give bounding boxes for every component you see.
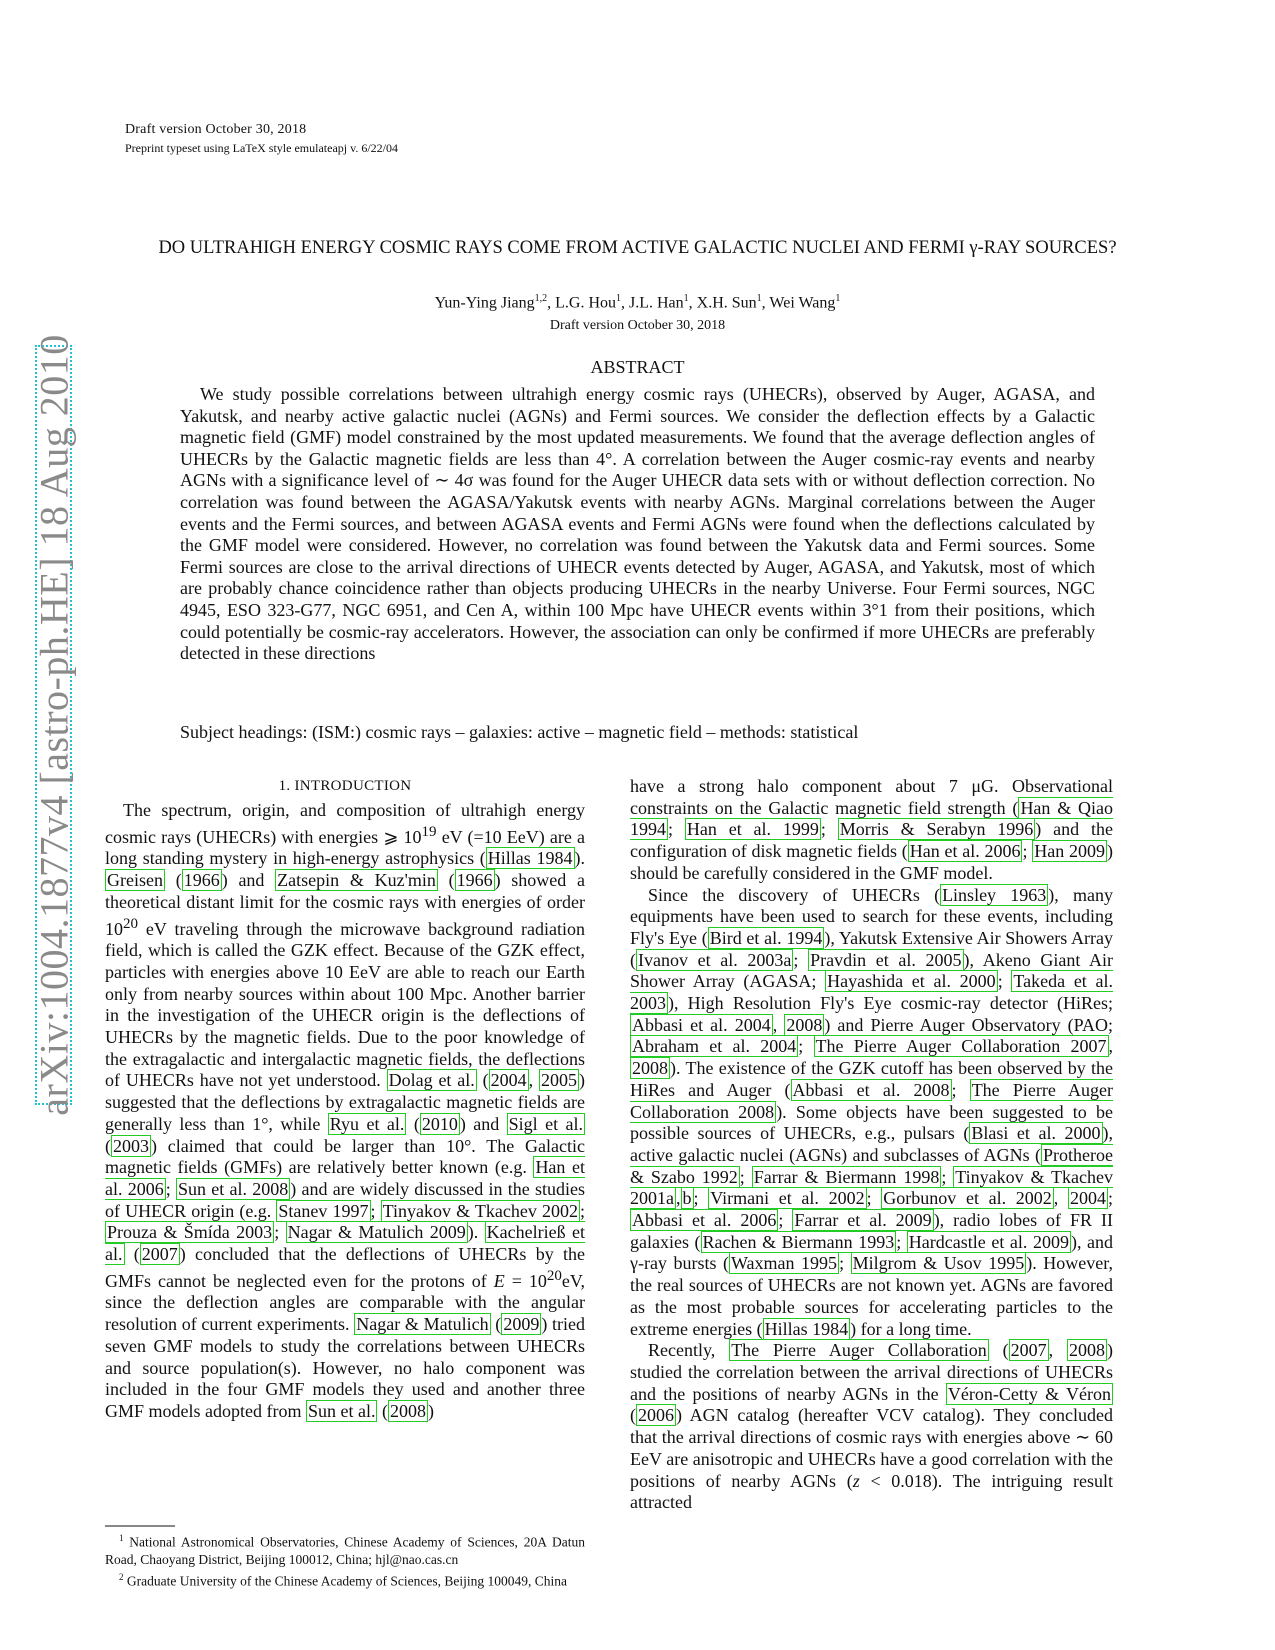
author-name: J.L. Han — [629, 294, 684, 312]
citation-link[interactable]: Virmani et al. 2002 — [710, 1188, 865, 1209]
footnotes — [105, 1530, 585, 1590]
citation-link[interactable]: Hillas 1984 — [764, 1318, 849, 1339]
citation-link[interactable]: Abbasi et al. 2008 — [792, 1079, 950, 1100]
citation-link[interactable]: Morris & Serabyn 1996 — [839, 819, 1034, 840]
footnote — [105, 1569, 585, 1590]
citation-link[interactable]: Linsley 1963 — [942, 884, 1047, 905]
footnote-mark: 2 — [119, 1571, 124, 1582]
draft-version: Draft version October 30, 2018 — [549, 318, 726, 333]
footnote-text: National Astronomical Observatories, Chinese Academy of Sciences, 20A Datun Road, Chaoyang District, Beijing 100012, China; hjl@nao.cas.cn — [105, 1534, 585, 1567]
citation-link[interactable]: Kachelrieß et al. — [105, 1222, 585, 1265]
citation-link[interactable]: Waxman 1995 — [731, 1253, 838, 1274]
citation-link[interactable]: Milgrom & Usov 1995 — [852, 1253, 1025, 1274]
paragraph: have a strong halo component about 7 μG. Observational constraints on the Galactic magnetic field strength ( Han & Qiao 1994 ; Han et al. 1999 ; Morris & Serabyn 1996 ) and the configuration of disk magnetic fields ( Han et al. 2006 ; Han 2009 ) should be carefully considered in the GMF model. — [630, 776, 1114, 883]
citation-link[interactable]: 2008 — [786, 1014, 823, 1035]
citation-link[interactable]: 2006 — [638, 1405, 674, 1426]
citation-link[interactable]: Han & Qiao 1994 — [630, 797, 1114, 840]
author-name: L.G. Hou — [555, 294, 616, 312]
citation-link[interactable]: Gorbunov et al. 2002 — [883, 1188, 1052, 1209]
author-name: Wei Wang — [769, 294, 836, 312]
footnote-text: Graduate University of the Chinese Academy of Sciences, Beijing 100049, China — [126, 1573, 568, 1588]
citation-link[interactable]: Tinyakov & Tkachev 2001a — [630, 1166, 1113, 1209]
citation-link[interactable]: 2004 — [1069, 1188, 1106, 1209]
citation-link[interactable]: Han 2009 — [1034, 841, 1105, 862]
citation-link[interactable]: 2010 — [421, 1113, 458, 1134]
right-column — [630, 776, 1113, 1514]
citation-link[interactable]: Nagar & Matulich 2009 — [287, 1222, 466, 1243]
author-name: X.H. Sun — [696, 294, 757, 312]
paragraph: The spectrum, origin, and composition of ultrahigh energy cosmic rays (UHECRs) with energies ⩾ $10^{19}$ eV (=10 EeV) are a long standing mystery in high-energy astrophysics ( Hillas 1984 ). Greisen ( 1966 ) and Zatsepin & Kuz'min ( 1966 ) showed a theoretical distant limit for the cosmic rays with energies of order $10^{20}$ eV traveling through the microwave background radiation field, which is called the GZK effect. Because of the GZK effect, particles with energies above 10 EeV are able to reach our Earth only from nearby sources within about 100 Mpc. Another barrier in the investigation of the UHECR origin is the deflections of UHECRs by the magnetic fields. Due to the poor knowledge of the extragalactic and intergalactic magnetic fields, the deflections of UHECRs have not yet understood. Dolag et al. ( 2004 , 2005 ) suggested that the deflections by extragalactic magnetic fields are generally less than 1°, while Ryu et al. ( 2010 ) and Sigl et al. ( 2003 ) claimed that could be larger than 10°. The Galactic magnetic fields (GMFs) are relatively better known (e.g. Han et al. 2006 ; Sun et al. 2008 ) and are widely discussed in the studies of UHECR origin (e.g. Stanev 1997 ; Tinyakov & Tkachev 2002 ; Prouza & Šmída 2003 ; Nagar & Matulich 2009 ). Kachelrieß et al. ( 2007 ) concluded that the deflections of UHECRs by the GMFs cannot be neglected even for the protons of $E = 10^{20}eV$, since the deflection angles are comparable with the angular resolution of current experiments. Nagar & Matulich ( 2009 ) tried seven GMF models to study the correlations between UHECRs and source population(s). However, no halo component was included in the four GMF models they used and another three GMF models adopted from Sun et al. ( 2008 ) — [105, 800, 586, 1421]
author-affiliation: 1,2 — [534, 293, 548, 304]
citation-link[interactable]: Greisen — [107, 870, 163, 891]
citation-link[interactable]: Sun et al. — [307, 1400, 376, 1421]
citation-link[interactable]: Sigl et al. — [508, 1113, 583, 1134]
citation-link[interactable]: 2008 — [1069, 1340, 1105, 1361]
paragraph: Recently, The Pierre Auger Collaboration ( 2007 , 2008 ) studied the correlation between the arrival directions of UHECRs and the positions of nearby AGNs in the Véron-Cetty & Véron ( 2006 ) AGN catalog (hereafter VCV catalog). They concluded that the arrival directions of cosmic rays with energies above ∼ 60 EeV are anisotropic and UHECRs have a good correlation with the positions of nearby AGNs (z < 0.018). The intriguing result attracted — [630, 1340, 1114, 1513]
citation-link[interactable]: Dolag et al. — [388, 1070, 475, 1091]
citation-link[interactable]: The Pierre Auger Collaboration — [731, 1340, 987, 1361]
citation-link[interactable]: Farrar & Biermann 1998 — [753, 1166, 940, 1187]
footnote-mark: 1 — [119, 1533, 124, 1543]
author-affiliation: 1 — [835, 293, 841, 304]
abstract-heading: ABSTRACT — [590, 357, 685, 377]
citation-link[interactable]: Blasi et al. 2000 — [971, 1123, 1101, 1144]
citation-link[interactable]: Prouza & Šmída 2003 — [107, 1222, 273, 1243]
subject-headings: Subject headings: (ISM:) cosmic rays – galaxies: active – magnetic field – methods: statistical — [180, 722, 859, 742]
header-preprint-line: Preprint typeset using LaTeX style emulateapj v. 6/22/04 — [125, 141, 398, 155]
citation-link[interactable]: 2007 — [1010, 1340, 1047, 1361]
citation-link[interactable]: 2005 — [541, 1070, 577, 1091]
citation-link[interactable]: Han et al. 2006 — [105, 1157, 585, 1199]
citation-link[interactable]: Han et al. 1999 — [686, 819, 819, 840]
citation-link[interactable]: The Pierre Auger Collaboration 2008 — [630, 1079, 1113, 1122]
citation-link[interactable]: b — [682, 1188, 692, 1209]
citation-link[interactable]: Véron-Cetty & Véron — [947, 1383, 1111, 1404]
arxiv-stamp[interactable] — [31, 334, 76, 1116]
citation-link[interactable]: Tinyakov & Tkachev 2002 — [382, 1200, 578, 1221]
footnote — [105, 1530, 585, 1569]
citation-link[interactable]: Hayashida et al. 2000 — [827, 971, 996, 992]
citation-link[interactable]: The Pierre Auger Collaboration 2007 — [815, 1036, 1107, 1057]
abstract-text: We study possible correlations between ultrahigh energy cosmic rays (UHECRs), observed by Auger, AGASA, and Yakutsk, and nearby active galactic nuclei (AGNs) and Fermi sources. We consider the deflection effects by a Galactic magnetic field (GMF) model constrained by the most updated measurements. We found that the average deflection angles of UHECRs by the Galactic magnetic fields are less than 4°. A correlation between the Auger cosmic-ray events and nearby AGNs with a significance level of ∼ 4σ was found for the Auger UHECR data sets with or without deflection correction. No correlation was found between the AGASA/Yakutsk events with nearby AGNs. Marginal correlations between the Auger events and the Fermi sources, and between AGASA events and Fermi AGNs were found when the deflections calculated by the GMF model were considered. However, no correlation was found between the Yakutsk data and Fermi sources. Some Fermi sources are close to the arrival directions of UHECR events detected by Auger, AGASA, and Yakutsk, most of which are probably chance coincidence rather than objects producing UHECRs in the nearby Universe. Four Fermi sources, NGC 4945, ESO 323-G77, NGC 6951, and Cen A, within 100 Mpc have UHECR events within 3°1 from their positions, which could potentially be cosmic-ray accelerators. However, the association can only be confirmed if more UHECRs are preferably detected in these directions — [180, 384, 1095, 664]
citation-link[interactable]: Zatsepin & Kuz'min — [277, 870, 436, 891]
citation-link[interactable]: 2007 — [141, 1244, 178, 1265]
citation-link[interactable]: 2004 — [490, 1070, 527, 1091]
citation-link[interactable]: Pravdin et al. 2005 — [810, 949, 962, 970]
citation-link[interactable]: Ivanov et al. 2003a — [638, 949, 792, 970]
citation-link[interactable]: Takeda et al. 2003 — [630, 971, 1114, 1014]
header-draft-line: Draft version October 30, 2018 — [125, 122, 307, 137]
author-affiliation: 1 — [683, 293, 689, 304]
citation-link[interactable]: Bird et al. 1994 — [709, 927, 823, 948]
citation-link[interactable]: 1966 — [183, 870, 220, 891]
citation-link[interactable]: 2008 — [389, 1400, 426, 1421]
citation-link[interactable]: 2009 — [503, 1314, 540, 1335]
footnote-rule — [105, 1525, 175, 1527]
citation-link[interactable]: 1966 — [456, 870, 493, 891]
citation-link[interactable]: Rachen & Biermann 1993 — [702, 1231, 895, 1252]
author-list: Yun-Ying Jiang$^{1,2}$, L.G. Hou$^1$, J.L. Han$^1$, X.H. Sun$^1$, Wei Wang$^1$ — [434, 293, 841, 312]
citation-link[interactable]: 2008 — [632, 1058, 668, 1079]
author-affiliation: 1 — [756, 293, 762, 304]
citation-link[interactable]: Farrar et al. 2009 — [794, 1210, 932, 1231]
citation-link[interactable]: Nagar & Matulich — [356, 1314, 489, 1335]
citation-link[interactable]: Han et al. 2006 — [909, 841, 1021, 862]
citation-link[interactable]: Hillas 1984 — [487, 848, 573, 869]
paper-title: DO ULTRAHIGH ENERGY COSMIC RAYS COME FROM ACTIVE GALACTIC NUCLEI AND FERMI γ-RAY SOURCES? — [158, 238, 1117, 258]
left-column — [105, 800, 585, 1423]
citation-link[interactable]: Protheroe & Szabo 1992 — [630, 1144, 1113, 1187]
citation-link[interactable]: Abbasi et al. 2004 — [632, 1014, 771, 1035]
citation-link[interactable]: Stanev 1997 — [278, 1200, 369, 1221]
author-affiliation: 1 — [616, 293, 621, 304]
citation-link[interactable]: 2003 — [113, 1135, 149, 1156]
citation-link[interactable]: Hardcastle et al. 2009 — [908, 1231, 1069, 1252]
author-name: Yun-Ying Jiang — [434, 294, 535, 312]
citation-link[interactable]: Sun et al. 2008 — [178, 1178, 289, 1199]
section-heading: 1. INTRODUCTION — [278, 778, 412, 794]
arxiv-id[interactable]: arXiv:1004.1877v4 [astro-ph.HE] 18 Aug 2010 — [31, 334, 76, 1116]
citation-link[interactable]: Ryu et al. — [329, 1113, 405, 1134]
paragraph: Since the discovery of UHECRs ( Linsley 1963 ), many equipments have been used to search for these events, including Fly's Eye ( Bird et al. 1994 ), Yakutsk Extensive Air Showers Array ( Ivanov et al. 2003a ; Pravdin et al. 2005 ), Akeno Giant Air Shower Array (AGASA; Hayashida et al. 2000 ; Takeda et al. 2003 ), High Resolution Fly's Eye cosmic-ray detector (HiRes; Abbasi et al. 2004 , 2008 ) and Pierre Auger Observatory (PAO; Abraham et al. 2004 ; The Pierre Auger Collaboration 2007 , 2008 ). The existence of the GZK cutoff has been observed by the HiRes and Auger ( Abbasi et al. 2008 ; The Pierre Auger Collaboration 2008 ). Some objects have been suggested to be possible sources of UHECRs, e.g., pulsars ( Blasi et al. 2000 ), active galactic nuclei (AGNs) and subclasses of AGNs ( Protheroe & Szabo 1992 ; Farrar & Biermann 1998 ; Tinyakov & Tkachev 2001a , b ; Virmani et al. 2002 ; Gorbunov et al. 2002 , 2004 ; Abbasi et al. 2006 ; Farrar et al. 2009 ), radio lobes of FR II galaxies ( Rachen & Biermann 1993 ; Hardcastle et al. 2009 ), and γ-ray bursts ( Waxman 1995 ; Milgrom & Usov 1995 ). However, the real sources of UHECRs are not known yet. AGNs are favored as the most probable sources for accelerating particles to the extreme energies ( Hillas 1984 ) for a long time. — [630, 884, 1114, 1339]
citation-link[interactable]: Abraham et al. 2004 — [632, 1036, 797, 1057]
citation-link[interactable]: Abbasi et al. 2006 — [632, 1210, 777, 1231]
